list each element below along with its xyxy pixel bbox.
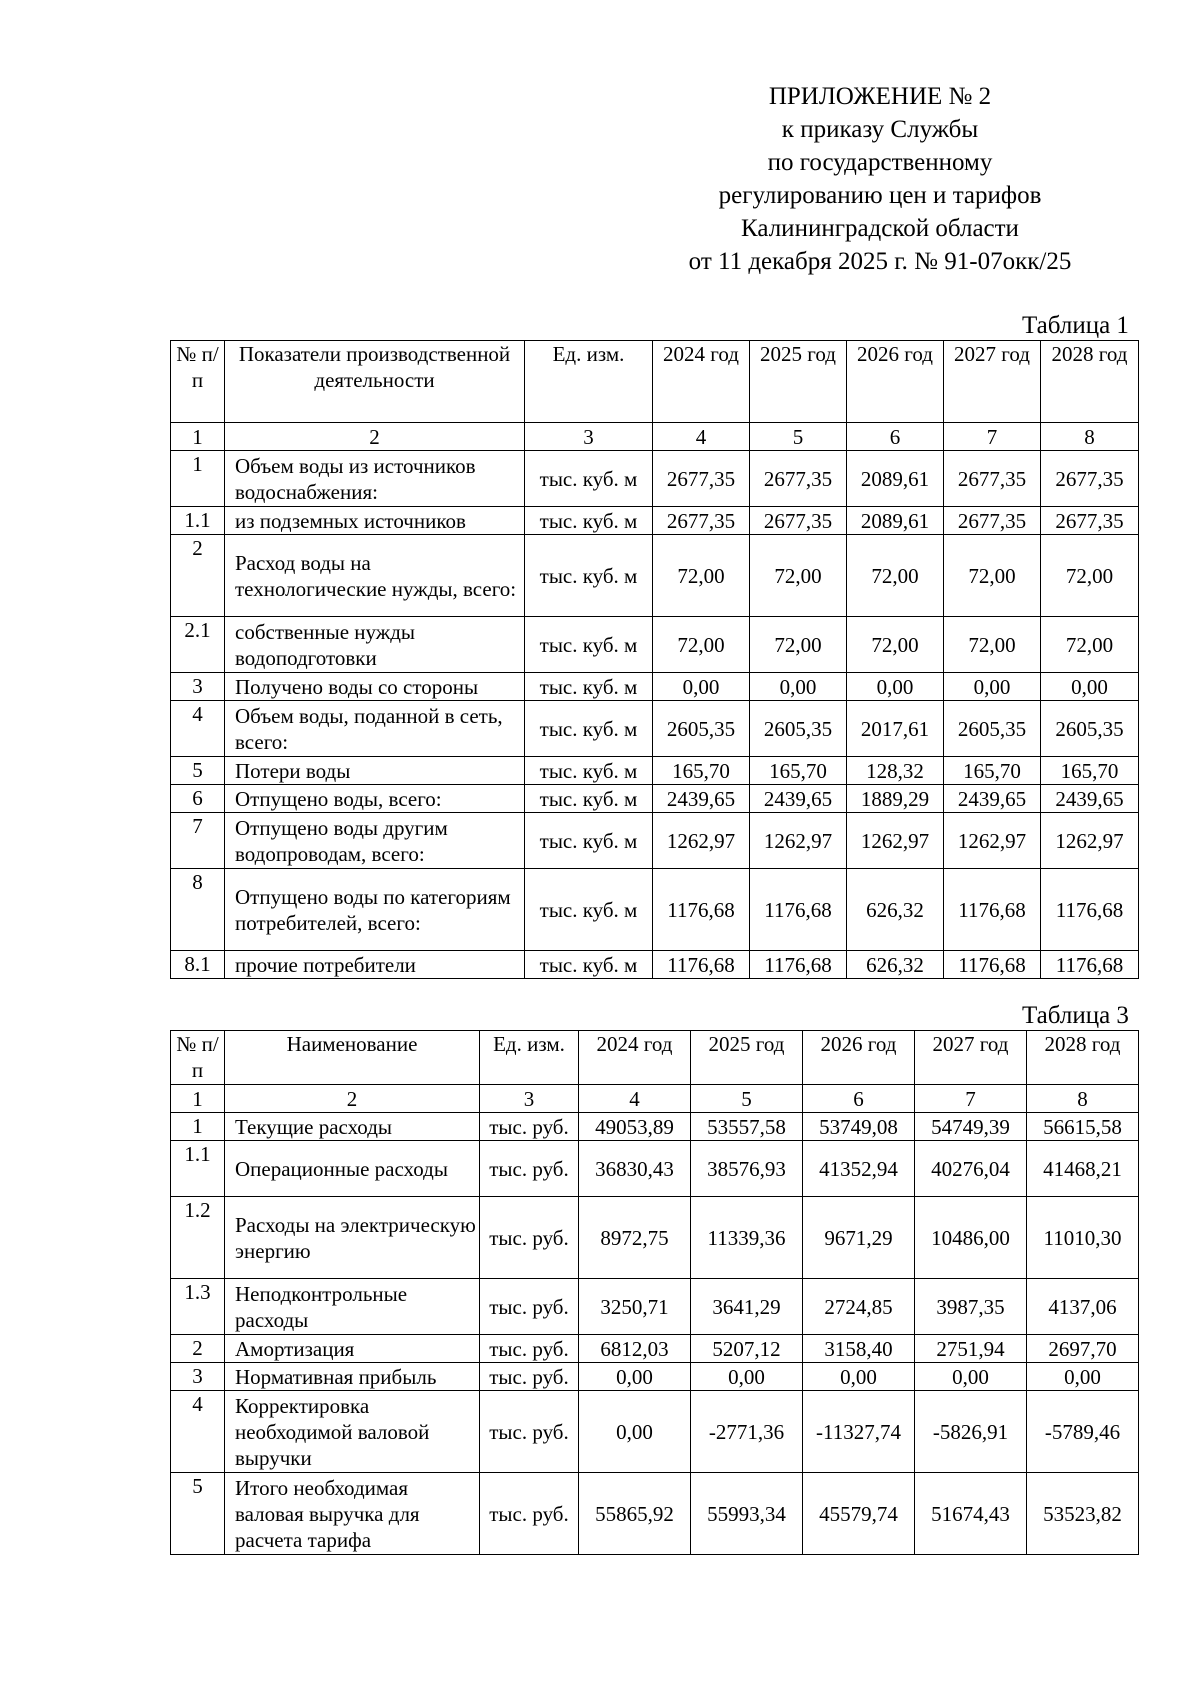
column-index: 4 bbox=[653, 423, 750, 451]
row-number: 1.2 bbox=[171, 1197, 225, 1279]
row-number: 6 bbox=[171, 785, 225, 813]
value-2025: 2677,35 bbox=[750, 507, 847, 535]
column-index: 5 bbox=[691, 1085, 803, 1113]
row-unit: тыс. куб. м bbox=[525, 507, 653, 535]
value-2026: 41352,94 bbox=[803, 1141, 915, 1197]
value-2025: -2771,36 bbox=[691, 1391, 803, 1473]
row-name: Неподконтрольные расходы bbox=[225, 1279, 480, 1335]
row-number: 2 bbox=[171, 1335, 225, 1363]
row-number: 8 bbox=[171, 869, 225, 951]
value-2028: 72,00 bbox=[1041, 617, 1139, 673]
table-row bbox=[171, 617, 1139, 673]
column-header: 2027 год bbox=[944, 341, 1041, 423]
value-2025: 38576,93 bbox=[691, 1141, 803, 1197]
row-unit: тыс. куб. м bbox=[525, 951, 653, 979]
value-2024: 2439,65 bbox=[653, 785, 750, 813]
column-header: 2026 год bbox=[847, 341, 944, 423]
value-2027: 165,70 bbox=[944, 757, 1041, 785]
production-indicators-table bbox=[170, 340, 1139, 979]
value-2024: 1262,97 bbox=[653, 813, 750, 869]
value-2026: 1889,29 bbox=[847, 785, 944, 813]
row-number: 4 bbox=[171, 1391, 225, 1473]
row-name: Объем воды из источников водоснабжения: bbox=[225, 451, 525, 507]
value-2024: 72,00 bbox=[653, 617, 750, 673]
column-index-row bbox=[171, 1085, 1139, 1113]
table-row bbox=[171, 1113, 1139, 1141]
value-2028: 165,70 bbox=[1041, 757, 1139, 785]
value-2026: 1262,97 bbox=[847, 813, 944, 869]
column-index: 6 bbox=[847, 423, 944, 451]
row-name: собственные нужды водоподготовки bbox=[225, 617, 525, 673]
table-row bbox=[171, 1391, 1139, 1473]
value-2024: 0,00 bbox=[579, 1391, 691, 1473]
value-2026: 2724,85 bbox=[803, 1279, 915, 1335]
column-index: 1 bbox=[171, 1085, 225, 1113]
row-number: 7 bbox=[171, 813, 225, 869]
row-unit: тыс. руб. bbox=[480, 1363, 579, 1391]
header-line: Калининградской области bbox=[741, 215, 1019, 242]
row-number: 1.3 bbox=[171, 1279, 225, 1335]
column-header: 2025 год bbox=[750, 341, 847, 423]
column-header: 2024 год bbox=[579, 1031, 691, 1085]
value-2027: 72,00 bbox=[944, 617, 1041, 673]
value-2024: 165,70 bbox=[653, 757, 750, 785]
value-2026: 128,32 bbox=[847, 757, 944, 785]
column-header: Наименование bbox=[225, 1031, 480, 1085]
row-unit: тыс. руб. bbox=[480, 1473, 579, 1555]
value-2026: 72,00 bbox=[847, 535, 944, 617]
value-2028: 41468,21 bbox=[1027, 1141, 1139, 1197]
row-unit: тыс. куб. м bbox=[525, 785, 653, 813]
value-2028: 2677,35 bbox=[1041, 507, 1139, 535]
value-2025: 72,00 bbox=[750, 617, 847, 673]
row-unit: тыс. руб. bbox=[480, 1141, 579, 1197]
value-2025: 2439,65 bbox=[750, 785, 847, 813]
column-header: Показатели производственной деятельности bbox=[225, 341, 525, 423]
value-2025: 11339,36 bbox=[691, 1197, 803, 1279]
row-name: прочие потребители bbox=[225, 951, 525, 979]
value-2027: 10486,00 bbox=[915, 1197, 1027, 1279]
column-index: 8 bbox=[1027, 1085, 1139, 1113]
column-index: 1 bbox=[171, 423, 225, 451]
row-unit: тыс. руб. bbox=[480, 1197, 579, 1279]
value-2026: 72,00 bbox=[847, 617, 944, 673]
column-index: 5 bbox=[750, 423, 847, 451]
value-2028: 0,00 bbox=[1041, 673, 1139, 701]
row-name: Нормативная прибыль bbox=[225, 1363, 480, 1391]
value-2026: 9671,29 bbox=[803, 1197, 915, 1279]
row-unit: тыс. руб. bbox=[480, 1391, 579, 1473]
row-name: Корректировка необходимой валовой выручки bbox=[225, 1391, 480, 1473]
row-name: Текущие расходы bbox=[225, 1113, 480, 1141]
row-unit: тыс. куб. м bbox=[525, 617, 653, 673]
row-number: 3 bbox=[171, 1363, 225, 1391]
table-row bbox=[171, 701, 1139, 757]
row-number: 5 bbox=[171, 1473, 225, 1555]
value-2027: 40276,04 bbox=[915, 1141, 1027, 1197]
value-2025: 5207,12 bbox=[691, 1335, 803, 1363]
value-2027: 0,00 bbox=[944, 673, 1041, 701]
value-2026: 2089,61 bbox=[847, 507, 944, 535]
value-2027: 2605,35 bbox=[944, 701, 1041, 757]
row-name: Расходы на электрическую энергию bbox=[225, 1197, 480, 1279]
row-name: из подземных источников bbox=[225, 507, 525, 535]
value-2026: -11327,74 bbox=[803, 1391, 915, 1473]
table-row bbox=[171, 1141, 1139, 1197]
value-2026: 0,00 bbox=[803, 1363, 915, 1391]
column-header: № п/п bbox=[171, 1031, 225, 1085]
table-row bbox=[171, 507, 1139, 535]
table-header-row bbox=[171, 1031, 1139, 1085]
value-2026: 626,32 bbox=[847, 869, 944, 951]
table-row bbox=[171, 951, 1139, 979]
table-row bbox=[171, 1363, 1139, 1391]
value-2024: 55865,92 bbox=[579, 1473, 691, 1555]
row-unit: тыс. куб. м bbox=[525, 701, 653, 757]
value-2028: 0,00 bbox=[1027, 1363, 1139, 1391]
row-number: 1.1 bbox=[171, 1141, 225, 1197]
column-header: 2028 год bbox=[1027, 1031, 1139, 1085]
value-2027: 2677,35 bbox=[944, 507, 1041, 535]
value-2028: -5789,46 bbox=[1027, 1391, 1139, 1473]
value-2024: 49053,89 bbox=[579, 1113, 691, 1141]
row-unit: тыс. руб. bbox=[480, 1279, 579, 1335]
value-2026: 0,00 bbox=[847, 673, 944, 701]
column-index: 8 bbox=[1041, 423, 1139, 451]
row-number: 8.1 bbox=[171, 951, 225, 979]
column-header: 2028 год bbox=[1041, 341, 1139, 423]
expenses-table bbox=[170, 1030, 1139, 1555]
value-2025: 165,70 bbox=[750, 757, 847, 785]
row-number: 2.1 bbox=[171, 617, 225, 673]
row-unit: тыс. куб. м bbox=[525, 535, 653, 617]
value-2025: 55993,34 bbox=[691, 1473, 803, 1555]
row-unit: тыс. куб. м bbox=[525, 451, 653, 507]
header-line: по государственному bbox=[767, 149, 993, 176]
column-index: 2 bbox=[225, 1085, 480, 1113]
value-2024: 1176,68 bbox=[653, 869, 750, 951]
value-2024: 0,00 bbox=[653, 673, 750, 701]
value-2027: 0,00 bbox=[915, 1363, 1027, 1391]
table3-caption: Таблица 3 bbox=[1022, 1002, 1129, 1029]
column-index-row bbox=[171, 423, 1139, 451]
row-unit: тыс. куб. м bbox=[525, 673, 653, 701]
value-2027: 1176,68 bbox=[944, 869, 1041, 951]
column-index: 4 bbox=[579, 1085, 691, 1113]
table-row bbox=[171, 535, 1139, 617]
table-row bbox=[171, 1279, 1139, 1335]
value-2028: 2439,65 bbox=[1041, 785, 1139, 813]
value-2027: 54749,39 bbox=[915, 1113, 1027, 1141]
value-2024: 1176,68 bbox=[653, 951, 750, 979]
value-2026: 45579,74 bbox=[803, 1473, 915, 1555]
value-2025: 1176,68 bbox=[750, 951, 847, 979]
row-unit: тыс. куб. м bbox=[525, 813, 653, 869]
value-2024: 8972,75 bbox=[579, 1197, 691, 1279]
value-2025: 0,00 bbox=[750, 673, 847, 701]
value-2025: 2677,35 bbox=[750, 451, 847, 507]
value-2026: 2089,61 bbox=[847, 451, 944, 507]
row-number: 1 bbox=[171, 1113, 225, 1141]
value-2028: 56615,58 bbox=[1027, 1113, 1139, 1141]
row-name: Отпущено воды другим водопроводам, всего: bbox=[225, 813, 525, 869]
row-name: Расход воды на технологические нужды, всего: bbox=[225, 535, 525, 617]
table-row bbox=[171, 869, 1139, 951]
row-name: Потери воды bbox=[225, 757, 525, 785]
value-2026: 53749,08 bbox=[803, 1113, 915, 1141]
column-header: 2025 год bbox=[691, 1031, 803, 1085]
column-header: Ед. изм. bbox=[480, 1031, 579, 1085]
row-name: Отпущено воды по категориям потребителей, всего: bbox=[225, 869, 525, 951]
value-2025: 0,00 bbox=[691, 1363, 803, 1391]
value-2025: 1262,97 bbox=[750, 813, 847, 869]
header-line: к приказу Службы bbox=[781, 116, 979, 143]
value-2028: 1176,68 bbox=[1041, 951, 1139, 979]
row-number: 5 bbox=[171, 757, 225, 785]
value-2027: 3987,35 bbox=[915, 1279, 1027, 1335]
value-2025: 72,00 bbox=[750, 535, 847, 617]
table-row bbox=[171, 1197, 1139, 1279]
order-date-number: от 11 декабря 2025 г. № 91-07окк/25 bbox=[688, 248, 1072, 275]
table-row bbox=[171, 673, 1139, 701]
value-2027: 2439,65 bbox=[944, 785, 1041, 813]
value-2026: 3158,40 bbox=[803, 1335, 915, 1363]
value-2028: 2677,35 bbox=[1041, 451, 1139, 507]
value-2028: 4137,06 bbox=[1027, 1279, 1139, 1335]
value-2025: 53557,58 bbox=[691, 1113, 803, 1141]
value-2027: 2677,35 bbox=[944, 451, 1041, 507]
table-header-row bbox=[171, 341, 1139, 423]
value-2024: 3250,71 bbox=[579, 1279, 691, 1335]
value-2026: 626,32 bbox=[847, 951, 944, 979]
table-row bbox=[171, 813, 1139, 869]
row-name: Отпущено воды, всего: bbox=[225, 785, 525, 813]
table-row bbox=[171, 757, 1139, 785]
column-header: Ед. изм. bbox=[525, 341, 653, 423]
table-row bbox=[171, 1335, 1139, 1363]
row-unit: тыс. куб. м bbox=[525, 869, 653, 951]
column-header: 2024 год bbox=[653, 341, 750, 423]
table-row bbox=[171, 785, 1139, 813]
column-header: 2027 год bbox=[915, 1031, 1027, 1085]
column-index: 3 bbox=[480, 1085, 579, 1113]
column-index: 6 bbox=[803, 1085, 915, 1113]
row-name: Получено воды со стороны bbox=[225, 673, 525, 701]
value-2024: 2677,35 bbox=[653, 451, 750, 507]
value-2024: 36830,43 bbox=[579, 1141, 691, 1197]
row-number: 4 bbox=[171, 701, 225, 757]
row-unit: тыс. руб. bbox=[480, 1113, 579, 1141]
row-unit: тыс. руб. bbox=[480, 1335, 579, 1363]
column-index: 7 bbox=[944, 423, 1041, 451]
value-2027: 51674,43 bbox=[915, 1473, 1027, 1555]
value-2027: 1262,97 bbox=[944, 813, 1041, 869]
value-2024: 72,00 bbox=[653, 535, 750, 617]
column-header: № п/п bbox=[171, 341, 225, 423]
table-row bbox=[171, 451, 1139, 507]
table-row bbox=[171, 1473, 1139, 1555]
appendix-title: ПРИЛОЖЕНИЕ № 2 bbox=[768, 83, 992, 110]
value-2025: 1176,68 bbox=[750, 869, 847, 951]
value-2024: 0,00 bbox=[579, 1363, 691, 1391]
value-2028: 72,00 bbox=[1041, 535, 1139, 617]
column-header: 2026 год bbox=[803, 1031, 915, 1085]
row-number: 1.1 bbox=[171, 507, 225, 535]
value-2027: 1176,68 bbox=[944, 951, 1041, 979]
header-line: регулированию цен и тарифов bbox=[718, 182, 1042, 209]
column-index: 3 bbox=[525, 423, 653, 451]
value-2024: 6812,03 bbox=[579, 1335, 691, 1363]
value-2028: 1262,97 bbox=[1041, 813, 1139, 869]
value-2025: 2605,35 bbox=[750, 701, 847, 757]
row-number: 1 bbox=[171, 451, 225, 507]
row-name: Амортизация bbox=[225, 1335, 480, 1363]
value-2027: 72,00 bbox=[944, 535, 1041, 617]
row-number: 3 bbox=[171, 673, 225, 701]
row-name: Операционные расходы bbox=[225, 1141, 480, 1197]
value-2028: 2697,70 bbox=[1027, 1335, 1139, 1363]
value-2024: 2677,35 bbox=[653, 507, 750, 535]
value-2024: 2605,35 bbox=[653, 701, 750, 757]
value-2028: 2605,35 bbox=[1041, 701, 1139, 757]
value-2026: 2017,61 bbox=[847, 701, 944, 757]
value-2025: 3641,29 bbox=[691, 1279, 803, 1335]
value-2028: 53523,82 bbox=[1027, 1473, 1139, 1555]
row-unit: тыс. куб. м bbox=[525, 757, 653, 785]
value-2028: 1176,68 bbox=[1041, 869, 1139, 951]
row-name: Объем воды, поданной в сеть, всего: bbox=[225, 701, 525, 757]
table1-caption: Таблица 1 bbox=[1022, 312, 1129, 339]
value-2028: 11010,30 bbox=[1027, 1197, 1139, 1279]
value-2027: 2751,94 bbox=[915, 1335, 1027, 1363]
column-index: 2 bbox=[225, 423, 525, 451]
value-2027: -5826,91 bbox=[915, 1391, 1027, 1473]
row-number: 2 bbox=[171, 535, 225, 617]
row-name: Итого необходимая валовая выручка для расчета тарифа bbox=[225, 1473, 480, 1555]
document-header bbox=[620, 80, 1140, 278]
column-index: 7 bbox=[915, 1085, 1027, 1113]
